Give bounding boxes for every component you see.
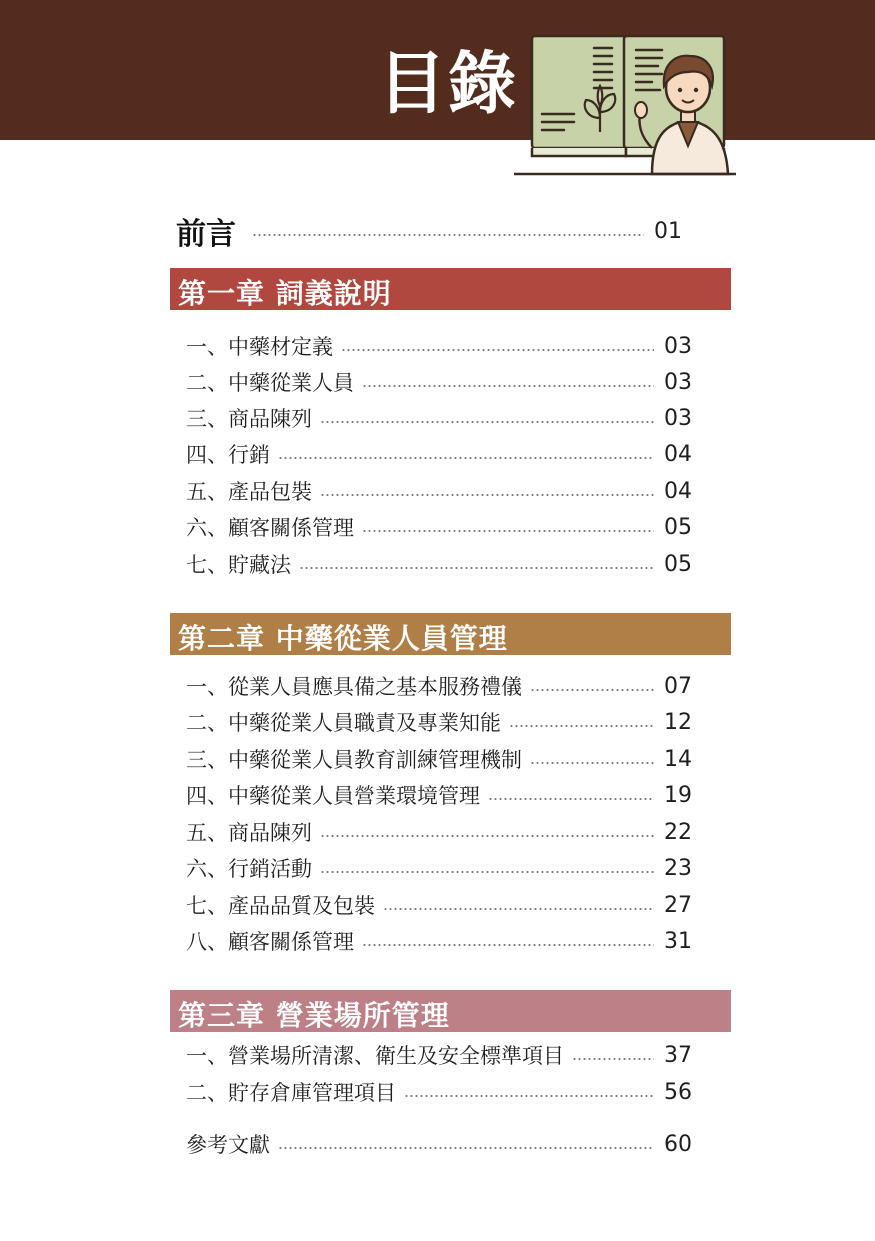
dot-leader <box>278 457 654 459</box>
toc-entry[interactable] <box>186 780 692 810</box>
toc-entry-label: 六、行銷活動 <box>186 857 312 881</box>
toc-entry[interactable] <box>186 817 692 847</box>
toc-entry[interactable] <box>186 512 692 542</box>
toc-entry-page: 14 <box>664 746 692 772</box>
toc-entry-page: 12 <box>664 709 692 735</box>
chapter-heading-1[interactable] <box>170 268 731 310</box>
toc-entry[interactable] <box>186 744 692 774</box>
dot-leader <box>404 1095 654 1097</box>
dot-leader <box>320 835 654 837</box>
toc-entry-label: 七、貯藏法 <box>186 553 291 577</box>
toc-entry-page: 01 <box>654 218 682 244</box>
dot-leader <box>278 1147 654 1149</box>
toc-entry-label: 二、貯存倉庫管理項目 <box>186 1081 396 1105</box>
toc-entry[interactable] <box>186 926 692 956</box>
toc-entry[interactable] <box>186 331 692 361</box>
dot-leader <box>362 385 654 387</box>
dot-leader <box>488 798 654 800</box>
toc-entry[interactable] <box>186 853 692 883</box>
toc-entry-label: 一、從業人員應具備之基本服務禮儀 <box>186 675 522 699</box>
toc-entry-label: 三、中藥從業人員教育訓練管理機制 <box>186 748 522 772</box>
toc-entry-page: 37 <box>664 1042 692 1068</box>
chapter-title: 第一章 詞義說明 <box>178 277 392 310</box>
toc-entry-label: 四、中藥從業人員營業環境管理 <box>186 784 480 808</box>
dot-leader <box>572 1058 654 1060</box>
dot-leader <box>362 944 654 946</box>
dot-leader <box>320 871 654 873</box>
toc-entry-label: 參考文獻 <box>186 1133 270 1157</box>
dot-leader <box>362 530 654 532</box>
toc-entry-page: 04 <box>664 441 692 467</box>
page-title: 目錄 <box>378 44 519 124</box>
dot-leader <box>530 762 654 764</box>
toc-entry-page: 22 <box>664 819 692 845</box>
book-pharmacist-illustration <box>512 28 738 178</box>
toc-entry-page: 03 <box>664 405 692 431</box>
dot-leader <box>320 494 654 496</box>
toc-entry-page: 31 <box>664 928 692 954</box>
toc-entry-page: 03 <box>664 333 692 359</box>
toc-entry-page: 23 <box>664 855 692 881</box>
toc-entry[interactable] <box>186 1040 692 1070</box>
dot-leader <box>320 421 654 423</box>
toc-entry-label: 二、中藥從業人員職責及專業知能 <box>186 711 501 735</box>
toc-entry[interactable] <box>186 403 692 433</box>
toc-entry[interactable] <box>186 476 692 506</box>
toc-entry-label: 八、顧客關係管理 <box>186 930 354 954</box>
toc-entry-label: 五、產品包裝 <box>186 480 312 504</box>
toc-entry-label: 一、營業場所清潔、衛生及安全標準項目 <box>186 1044 564 1068</box>
toc-entry-label: 三、商品陳列 <box>186 407 312 431</box>
toc-entry-label: 一、中藥材定義 <box>186 335 333 359</box>
toc-entry-preface[interactable] <box>176 212 682 250</box>
dot-leader <box>383 908 654 910</box>
dot-leader <box>299 567 654 569</box>
toc-entry[interactable] <box>186 671 692 701</box>
toc-entry[interactable] <box>186 549 692 579</box>
toc-entry-references[interactable] <box>186 1129 692 1159</box>
toc-entry-label: 七、產品品質及包裝 <box>186 894 375 918</box>
dot-leader <box>530 689 654 691</box>
toc-entry-label: 六、顧客關係管理 <box>186 516 354 540</box>
chapter-title: 第二章 中藥從業人員管理 <box>178 622 508 655</box>
toc-entry-page: 27 <box>664 892 692 918</box>
toc-entry[interactable] <box>186 367 692 397</box>
dot-leader <box>252 234 644 236</box>
toc-entry[interactable] <box>186 707 692 737</box>
toc-entry-page: 04 <box>664 478 692 504</box>
toc-entry-page: 05 <box>664 551 692 577</box>
toc-entry[interactable] <box>186 890 692 920</box>
toc-entry-label: 四、行銷 <box>186 443 270 467</box>
toc-entry-label: 前言 <box>176 217 236 252</box>
chapter-heading-2[interactable] <box>170 613 731 655</box>
toc-entry[interactable] <box>186 439 692 469</box>
toc-entry-page: 60 <box>664 1131 692 1157</box>
toc-entry-label: 五、商品陳列 <box>186 821 312 845</box>
dot-leader <box>341 349 654 351</box>
toc-entry-page: 05 <box>664 514 692 540</box>
toc-entry[interactable] <box>186 1077 692 1107</box>
dot-leader <box>509 725 654 727</box>
chapter-heading-3[interactable] <box>170 990 731 1032</box>
toc-entry-page: 19 <box>664 782 692 808</box>
toc-entry-label: 二、中藥從業人員 <box>186 371 354 395</box>
toc-entry-page: 03 <box>664 369 692 395</box>
chapter-title: 第三章 營業場所管理 <box>178 999 450 1032</box>
toc-entry-page: 07 <box>664 673 692 699</box>
toc-entry-page: 56 <box>664 1079 692 1105</box>
